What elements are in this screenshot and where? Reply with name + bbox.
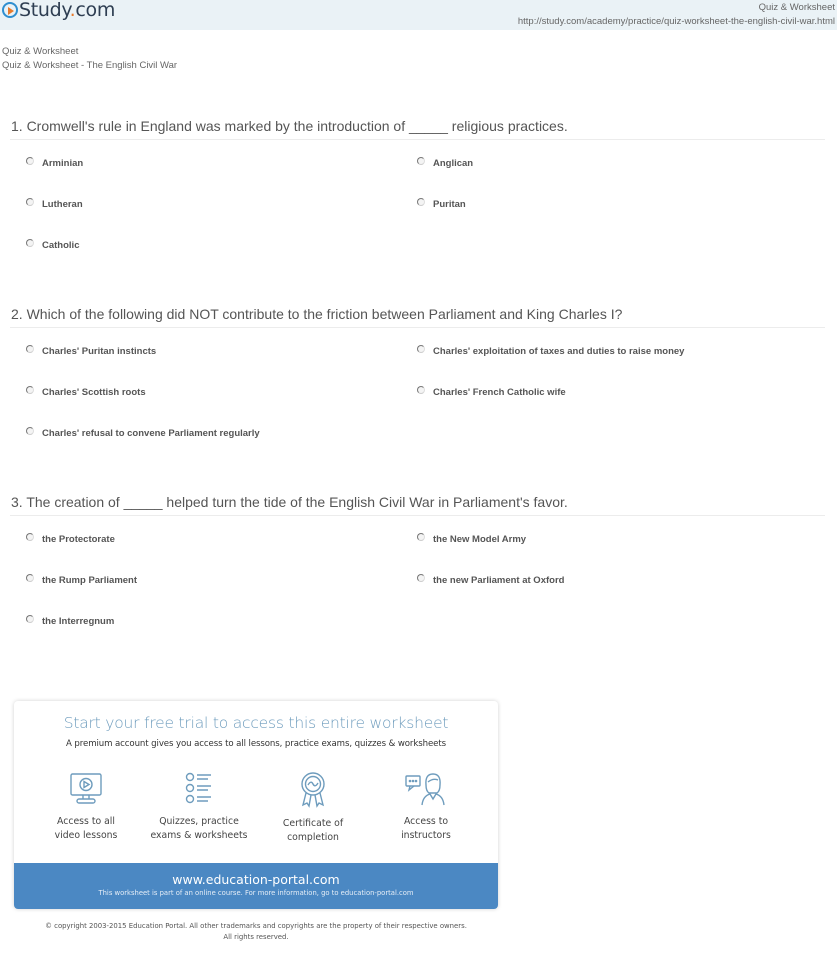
- option-label: Anglican: [433, 158, 474, 169]
- radio-button[interactable]: [26, 386, 34, 394]
- breadcrumb: [2, 45, 177, 73]
- header-url[interactable]: http://study.com/academy/practice/quiz-worksheet-the-english-civil-war.html: [517, 16, 835, 27]
- feature-quizzes: [144, 771, 254, 843]
- quiz-list-icon: [181, 771, 217, 807]
- answer-option[interactable]: [26, 199, 83, 210]
- breadcrumb-line-1: Quiz & Worksheet: [2, 46, 79, 57]
- radio-button[interactable]: [417, 345, 425, 353]
- promo-title[interactable]: Start your free trial to access this entire worksheet: [63, 714, 449, 732]
- copyright-line: © copyright 2003-2015 Education Portal. All other trademarks and copyrights are the property of their respective owners.: [45, 922, 467, 930]
- option-label: Lutheran: [42, 199, 83, 210]
- divider: [10, 515, 825, 516]
- option-label: the New Model Army: [433, 534, 527, 545]
- radio-button[interactable]: [417, 157, 425, 165]
- option-label: Charles' exploitation of taxes and duties to raise money: [433, 346, 685, 357]
- logo-tld: com: [75, 0, 116, 21]
- radio-button[interactable]: [26, 574, 34, 582]
- answer-option[interactable]: [417, 199, 466, 210]
- promo-subtitle: A premium account gives you access to all lessons, practice exams, quizzes & worksheets: [66, 739, 446, 749]
- feature-label-line: video lessons: [54, 830, 118, 841]
- radio-button[interactable]: [417, 574, 425, 582]
- feature-label-line: instructors: [401, 830, 451, 841]
- radio-button[interactable]: [26, 533, 34, 541]
- radio-button[interactable]: [26, 427, 34, 435]
- question-title: 2. Which of the following did NOT contribute to the friction between Parliament and King Charles I?: [11, 306, 623, 322]
- breadcrumb-line-2: Quiz & Worksheet - The English Civil War: [2, 60, 178, 71]
- study-logo[interactable]: [2, 0, 115, 21]
- answer-option[interactable]: [26, 616, 114, 627]
- option-label: the Protectorate: [42, 534, 115, 545]
- feature-label-line: exams & worksheets: [150, 830, 248, 841]
- option-label: the new Parliament at Oxford: [433, 575, 565, 586]
- feature-certificate: [258, 771, 368, 845]
- radio-button[interactable]: [26, 198, 34, 206]
- answer-option[interactable]: [26, 428, 260, 439]
- instructor-chat-icon: [404, 771, 448, 807]
- logo-text: Study: [19, 0, 70, 21]
- answer-option[interactable]: [26, 575, 137, 586]
- divider: [10, 327, 825, 328]
- feature-label-line: Access to all: [57, 816, 115, 827]
- radio-button[interactable]: [417, 198, 425, 206]
- option-label: the Interregnum: [42, 616, 115, 627]
- promo-footer-bar: [14, 863, 498, 909]
- feature-label-line: completion: [287, 832, 339, 843]
- radio-button[interactable]: [26, 157, 34, 165]
- answer-option[interactable]: [417, 534, 526, 545]
- logo-dot: .: [69, 0, 76, 21]
- answer-option[interactable]: [417, 387, 566, 398]
- feature-label-line: Quizzes, practice: [159, 816, 239, 827]
- option-label: Charles' Scottish roots: [42, 387, 146, 398]
- header-title: Quiz & Worksheet: [758, 2, 835, 13]
- radio-button[interactable]: [417, 533, 425, 541]
- answer-option[interactable]: [26, 240, 79, 251]
- option-label: Catholic: [42, 240, 80, 251]
- radio-button[interactable]: [417, 386, 425, 394]
- education-portal-link[interactable]: www.education-portal.com: [172, 872, 340, 887]
- answer-option[interactable]: [26, 534, 115, 545]
- divider: [10, 139, 825, 140]
- question-title: 3. The creation of _____ helped turn the tide of the English Civil War in Parliament's favor.: [11, 494, 568, 510]
- video-monitor-icon: [68, 771, 104, 807]
- option-label: Charles' French Catholic wife: [433, 387, 566, 398]
- promo-note: This worksheet is part of an online course. For more information, go to education-portal.com: [98, 889, 414, 897]
- option-label: Arminian: [42, 158, 84, 169]
- answer-option[interactable]: [26, 346, 156, 357]
- question-title: 1. Cromwell's rule in England was marked by the introduction of _____ religious practices.: [11, 118, 568, 134]
- feature-instructors: [371, 771, 481, 843]
- option-label: Charles' refusal to convene Parliament regularly: [42, 428, 260, 439]
- play-logo-icon: [2, 2, 18, 18]
- certificate-ribbon-icon: [295, 771, 331, 809]
- option-label: Charles' Puritan instincts: [42, 346, 157, 357]
- header-bar: [0, 0, 837, 30]
- feature-video-lessons: [31, 771, 141, 843]
- answer-option[interactable]: [26, 158, 83, 169]
- answer-option[interactable]: [417, 346, 684, 357]
- copyright-footer: [14, 921, 498, 943]
- feature-label-line: Access to: [403, 816, 449, 827]
- feature-label-line: Certificate of: [282, 818, 344, 829]
- answer-option[interactable]: [26, 387, 146, 398]
- radio-button[interactable]: [26, 239, 34, 247]
- option-label: Puritan: [433, 199, 466, 210]
- header-info: [518, 1, 835, 29]
- free-trial-promo: [14, 701, 498, 909]
- answer-option[interactable]: [417, 575, 564, 586]
- radio-button[interactable]: [26, 345, 34, 353]
- option-label: the Rump Parliament: [42, 575, 138, 586]
- radio-button[interactable]: [26, 615, 34, 623]
- rights-line: All rights reserved.: [223, 933, 289, 941]
- answer-option[interactable]: [417, 158, 473, 169]
